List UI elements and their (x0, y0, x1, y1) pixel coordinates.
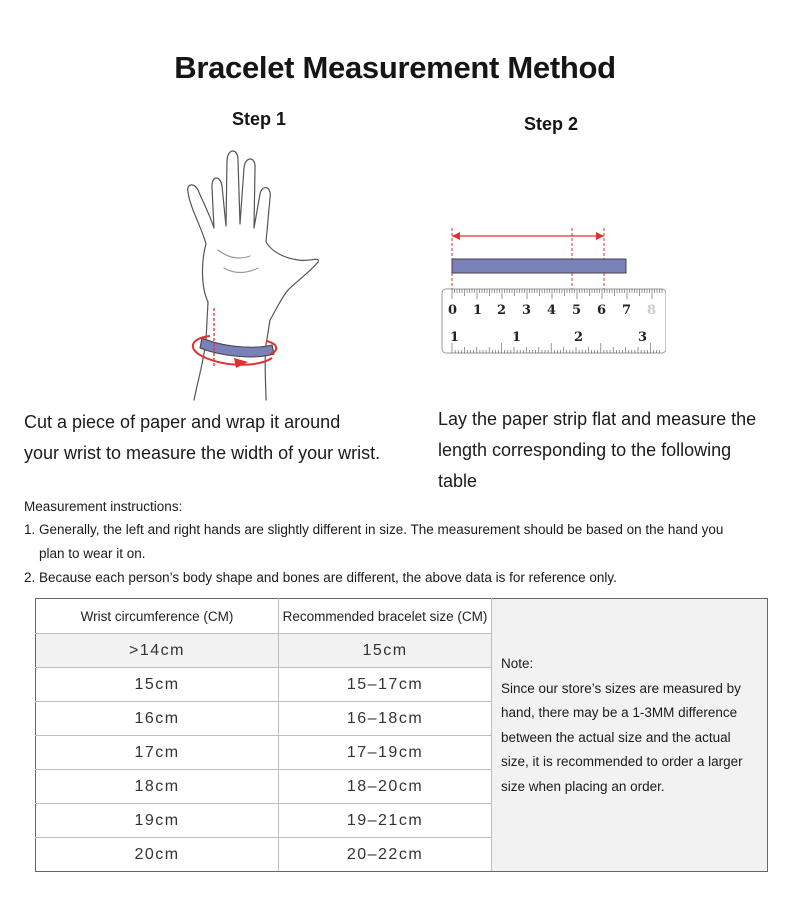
wrist-cell: 20cm (36, 838, 279, 872)
bracelet-size-cell: 16–18cm (279, 702, 492, 736)
instructions-heading: Measurement instructions: (24, 499, 183, 514)
step-2-caption (438, 404, 778, 497)
wrist-cell: 15cm (36, 668, 279, 702)
ruler-cm-4: 4 (547, 303, 557, 318)
step-1-caption-line: Cut a piece of paper and wrap it around (24, 412, 341, 432)
paper-strip (452, 259, 626, 273)
note-line: size, it is recommended to order a larger (501, 754, 743, 769)
wrist-paper-band (200, 338, 274, 357)
size-table (35, 598, 768, 872)
instruction-text-cont: plan to wear it on. (39, 546, 146, 561)
ruler (442, 289, 666, 353)
wrist-cell: 18cm (36, 770, 279, 804)
step-2-label: Step 2 (524, 114, 579, 134)
header-wrist-circumference: Wrist circumference (CM) (36, 599, 279, 634)
step-1-caption-line: your wrist to measure the width of your wrist. (24, 443, 381, 463)
note-line: size when placing an order. (501, 778, 665, 794)
ruler-cm-8: 8 (647, 303, 657, 318)
bracelet-size-cell: 18–20cm (279, 770, 492, 804)
note-panel (492, 599, 768, 872)
wrist-cell: 17cm (36, 736, 279, 770)
instruction-item (24, 518, 774, 566)
ruler-in-a: 1 (450, 330, 460, 345)
page-title: Bracelet Measurement Method (174, 50, 616, 85)
bracelet-size-cell: 15–17cm (279, 668, 492, 702)
step-2-caption-line: Lay the paper strip flat and measure the (438, 409, 757, 429)
step-2-caption-line: table (438, 471, 478, 491)
instruction-text: 1. Generally, the left and right hands are slightly different in size. The measurement should be based on the hand you (24, 522, 724, 537)
ruler-cm-2: 2 (497, 303, 507, 318)
ruler-cm-6: 6 (597, 303, 607, 318)
step-2-caption-line: length corresponding to the following (438, 440, 732, 460)
ruler-cm-3: 3 (522, 303, 532, 318)
note-line: Since our store’s sizes are measured by (501, 680, 741, 696)
step-1-caption (24, 407, 424, 469)
bracelet-size-cell: 20–22cm (279, 838, 492, 872)
wrist-cell: >14cm (36, 634, 279, 668)
measurement-instructions (24, 496, 774, 590)
bracelet-size-cell: 17–19cm (279, 736, 492, 770)
ruler-cm-0: 0 (448, 303, 458, 318)
ruler-measure-illustration (436, 222, 666, 358)
ruler-cm-1: 1 (473, 303, 483, 318)
step-1-label: Step 1 (232, 109, 287, 129)
note-label: Note: (501, 656, 534, 671)
bracelet-size-cell: 19–21cm (279, 804, 492, 838)
ruler-in-b: 1 (512, 330, 522, 345)
ruler-in-2: 2 (574, 330, 584, 345)
ruler-cm-5: 5 (572, 303, 582, 318)
ruler-in-3: 3 (638, 330, 648, 345)
hand-wrap-illustration (180, 140, 330, 402)
wrist-cell: 16cm (36, 702, 279, 736)
note-line: hand, there may be a 1-3MM difference (501, 705, 738, 720)
instruction-text: 2. Because each person’s body shape and bones are different, the above data is for reference only. (24, 570, 617, 585)
header-recommended-size: Recommended bracelet size (CM) (279, 599, 492, 634)
instruction-item (24, 566, 774, 590)
ruler-cm-7: 7 (622, 303, 632, 318)
wrist-cell: 19cm (36, 804, 279, 838)
note-line: between the actual size and the actual (501, 729, 731, 745)
bracelet-size-cell: 15cm (279, 634, 492, 668)
